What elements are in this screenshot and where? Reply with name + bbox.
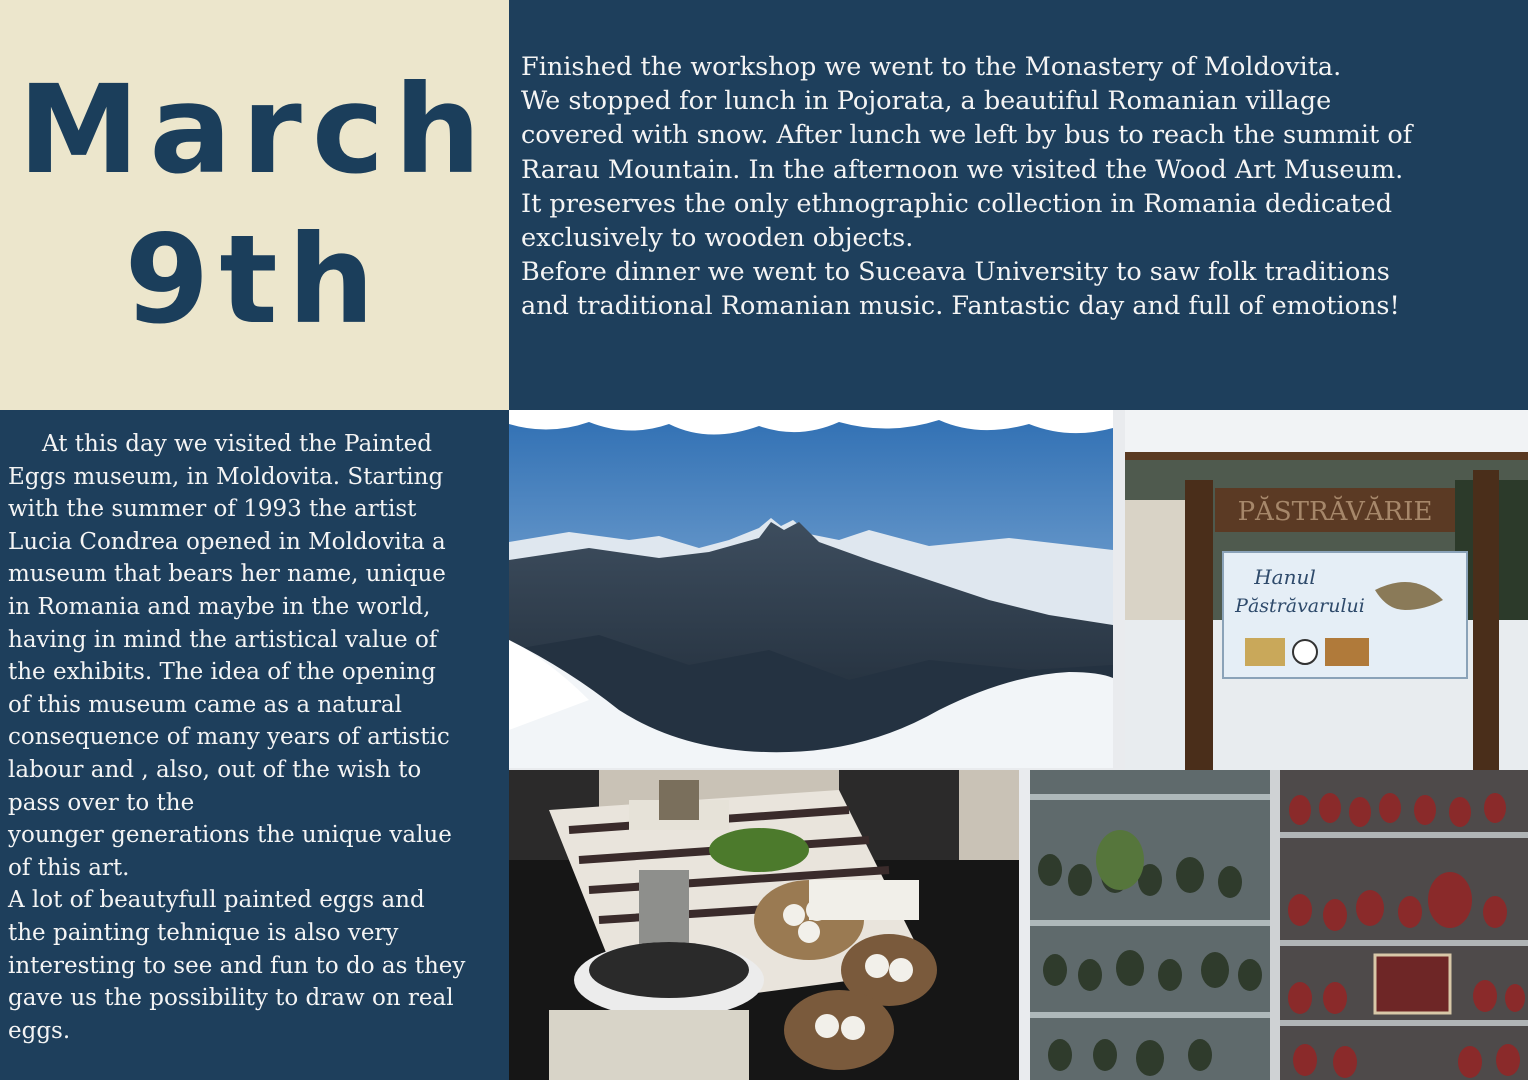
summary-line: We stopped for lunch in Pojorata, a beautiful Romanian village — [521, 86, 1332, 117]
summary-paragraph — [521, 50, 1511, 324]
restaurant-sign-image — [1125, 410, 1528, 770]
photo-gap — [1019, 770, 1030, 1080]
museum-line: of this art. — [8, 854, 130, 881]
egg-workshop-photo — [509, 770, 1019, 1080]
museum-line: in Romania and maybe in the world, — [8, 593, 431, 620]
summary-line: Rarau Mountain. In the afternoon we visited the Wood Art Museum. — [521, 154, 1404, 185]
painted-eggs-display-photo — [1030, 770, 1528, 1080]
museum-line: with the summer of 1993 the artist — [8, 496, 417, 523]
summary-line: exclusively to wooden objects. — [521, 223, 914, 254]
date-title-month: March — [17, 59, 492, 201]
cutlery-icon — [1293, 640, 1317, 664]
museum-line: labour and , also, out of the wish to — [8, 756, 422, 783]
museum-line: gave us the possibility to draw on real — [8, 985, 454, 1012]
museum-line: museum that bears her name, unique — [8, 561, 446, 588]
museum-line: At this day we visited the Painted — [42, 431, 432, 457]
museum-line: interesting to see and fun to do as they — [8, 952, 466, 979]
museum-line: eggs. — [8, 1017, 71, 1044]
summary-line: It preserves the only ethnographic collection in Romania dedicated — [521, 188, 1393, 219]
sign-beam-text: PĂSTRĂVĂRIE — [1237, 497, 1433, 527]
egg-workshop-image — [509, 770, 1019, 1080]
museum-line: having in mind the artistical value of — [8, 626, 438, 653]
summary-line: and traditional Romanian music. Fantastic day and full of emotions! — [521, 291, 1400, 322]
museum-line: younger generations the unique value — [8, 822, 452, 849]
museum-line: the exhibits. The idea of the opening — [8, 659, 436, 686]
museum-line: pass over to the — [8, 789, 195, 816]
museum-line: Eggs museum, in Moldovita. Starting — [8, 463, 444, 490]
museum-line: Lucia Condrea opened in Moldovita a — [8, 528, 446, 555]
museum-line: of this museum came as a natural — [8, 691, 402, 718]
date-title-day: 9th — [124, 209, 385, 351]
sign-text-line-1: Hanul — [1254, 565, 1316, 589]
sign-text-line-2: Păstrăvarului — [1235, 595, 1365, 617]
date-title-block — [0, 0, 509, 410]
museum-line: A lot of beautyfull painted eggs and — [8, 887, 425, 914]
painted-eggs-display-image — [1030, 770, 1528, 1080]
museum-line: the painting tehnique is also very — [8, 919, 399, 946]
snowy-mountain-image — [509, 410, 1113, 768]
museum-paragraph — [8, 428, 498, 1047]
museum-line: consequence of many years of artistic — [8, 724, 450, 751]
summary-line: Before dinner we went to Suceava University to saw folk traditions — [521, 257, 1390, 288]
restaurant-sign-photo — [1125, 410, 1528, 770]
snowy-mountain-photo — [509, 410, 1113, 768]
summary-line: covered with snow. After lunch we left by bus to reach the summit of — [521, 120, 1413, 151]
summary-line: Finished the workshop we went to the Monastery of Moldovita. — [521, 52, 1342, 82]
photo-gap — [1113, 410, 1125, 770]
